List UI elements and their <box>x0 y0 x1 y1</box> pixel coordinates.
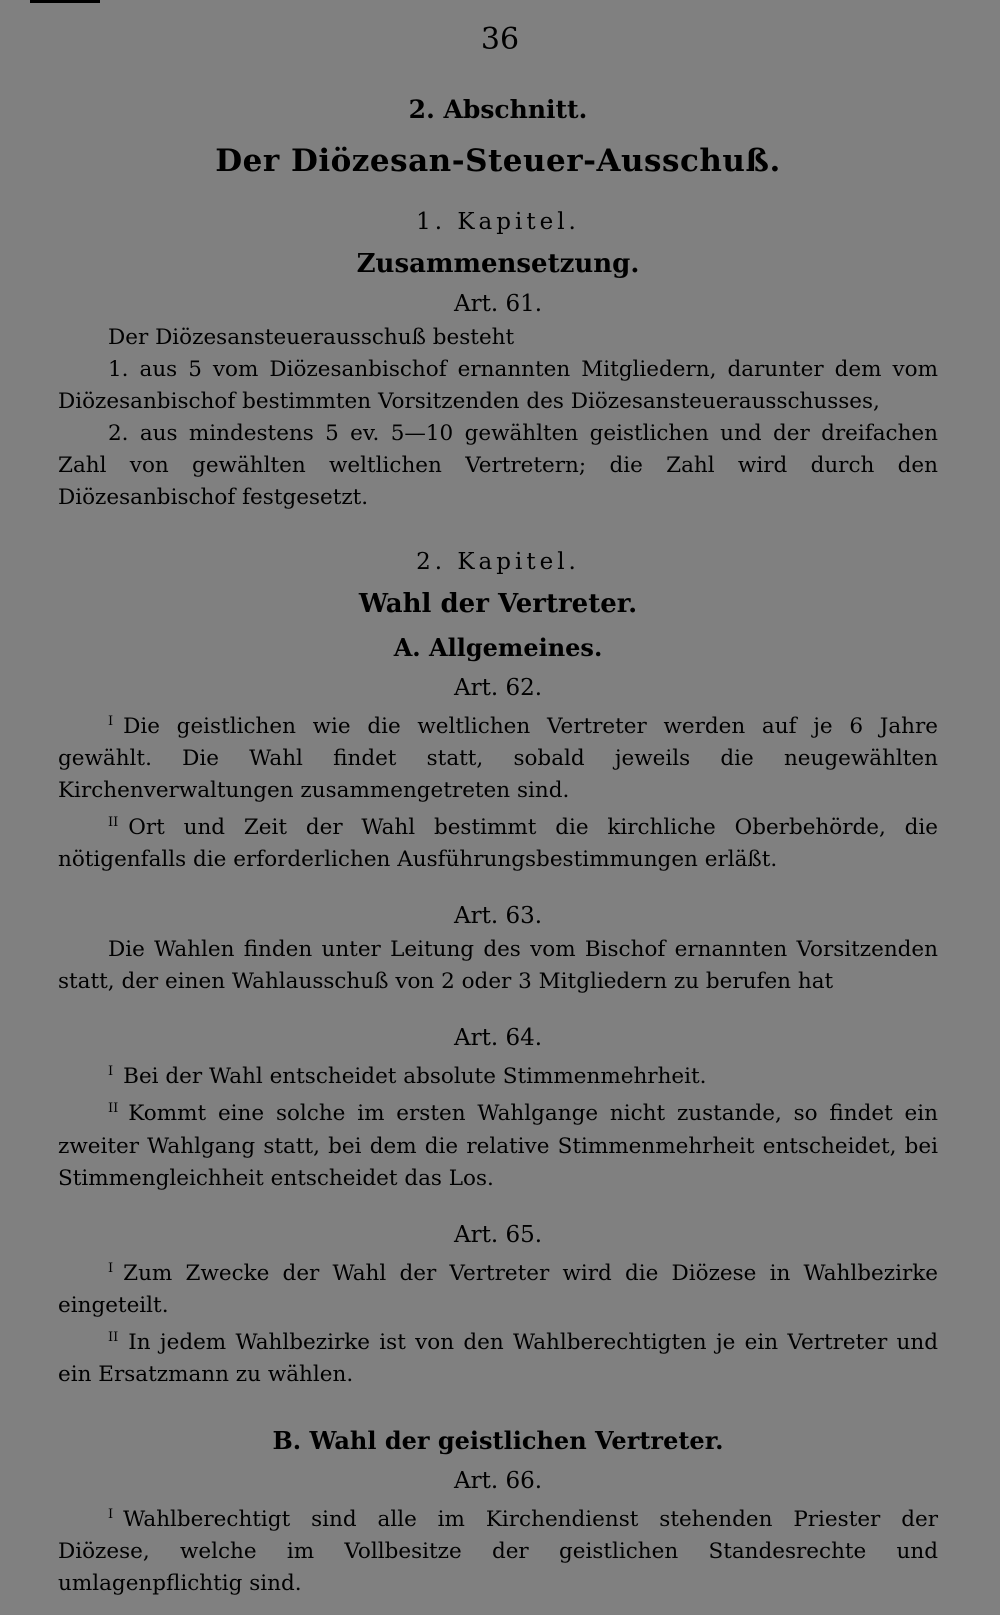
article-label: Art. 66. <box>453 1467 543 1494</box>
text-column <box>58 88 938 1600</box>
article-label: Art. 64. <box>453 1025 543 1052</box>
subsection-title: B. Wahl der geistlichen Vertreter. <box>272 1425 724 1455</box>
paragraph-text: Zum Zwecke der Wahl der Vertreter wird die Diözese in Wahlbezirke eingeteilt. <box>58 1260 938 1318</box>
page-number: 36 <box>480 22 520 57</box>
paragraph-number: I <box>108 714 114 729</box>
paragraph-text: Die geistlichen wie die weltlichen Vertreter werden auf je 6 Jahre gewählt. Die Wahl findet statt, sobald jeweils die neugewählten Kirchenverwaltungen zusammengetreten sind. <box>58 714 938 804</box>
paragraph-number: I <box>108 1064 114 1080</box>
paragraph-number: II <box>108 815 119 831</box>
paragraph <box>58 1056 938 1093</box>
paragraph-text: Bei der Wahl entscheidet absolute Stimmenmehrheit. <box>123 1064 707 1090</box>
article-label: Art. 61. <box>453 291 543 317</box>
article-label: Art. 62. <box>453 675 543 701</box>
paragraph-text: Ort und Zeit der Wahl bestimmt die kirchliche Oberbehörde, die nötigenfalls die erforderlichen Ausführungsbestimmungen erläßt. <box>58 815 938 873</box>
chapter-title: Wahl der Vertreter. <box>358 589 638 619</box>
chapter-label: 2. Kapitel. <box>416 549 580 575</box>
paragraph-text: Kommt eine solche im ersten Wahlgange nicht zustande, so findet ein zweiter Wahlgang statt, bei dem die relative Stimmenmehrheit entscheidet, bei Stimmengleichheit entscheidet das Los. <box>58 1101 938 1191</box>
paragraph <box>58 1322 938 1391</box>
paragraph <box>58 1093 938 1194</box>
paragraph-text: Wahlberechtigt sind alle im Kirchendienst stehenden Priester der Diözese, welche im Vollbesitze der geistlichen Standesrechte und umlagenpflichtig sind. <box>58 1507 938 1597</box>
top-rule <box>30 0 100 3</box>
section-title: Der Diözesan-Steuer-Ausschuß. <box>215 143 781 179</box>
subsection-title: A. Allgemeines. <box>393 633 603 662</box>
section-label: 2. Abschnitt. <box>408 95 588 124</box>
article-label: Art. 65. <box>453 1221 543 1248</box>
chapter-label: 1. Kapitel. <box>416 209 580 235</box>
paragraph <box>58 1499 938 1600</box>
paragraph-number: II <box>108 1329 119 1345</box>
chapter-title: Zusammensetzung. <box>356 249 640 279</box>
paragraph <box>58 706 938 807</box>
paragraph-number: I <box>108 1506 114 1522</box>
article-intro: Der Diözesansteuerausschuß besteht <box>108 325 515 350</box>
paragraph-number: II <box>108 1101 119 1117</box>
paragraph-text: In jedem Wahlbezirke ist von den Wahlberechtigten je ein Vertreter und ein Ersatzmann zu wählen. <box>58 1329 938 1387</box>
list-item: 1. aus 5 vom Diözesanbischof ernannten Mitgliedern, darunter dem vom Diözesanbischof bestimmten Vorsitzenden des Diözesansteuerausschusses, <box>58 357 938 414</box>
paragraph-number: I <box>108 1260 114 1276</box>
paragraph <box>58 807 938 876</box>
paragraph <box>58 1253 938 1322</box>
article-label: Art. 63. <box>453 903 543 930</box>
list-item: 2. aus mindestens 5 ev. 5—10 gewählten geistlichen und der dreifachen Zahl von gewählten weltlichen Vertretern; die Zahl wird durch den Diözesanbischof festgesetzt. <box>58 421 938 510</box>
paragraph-text: Die Wahlen finden unter Leitung des vom Bischof ernannten Vorsitzenden statt, der einen Wahlausschuß von 2 oder 3 Mitgliedern zu berufen hat <box>58 937 938 995</box>
